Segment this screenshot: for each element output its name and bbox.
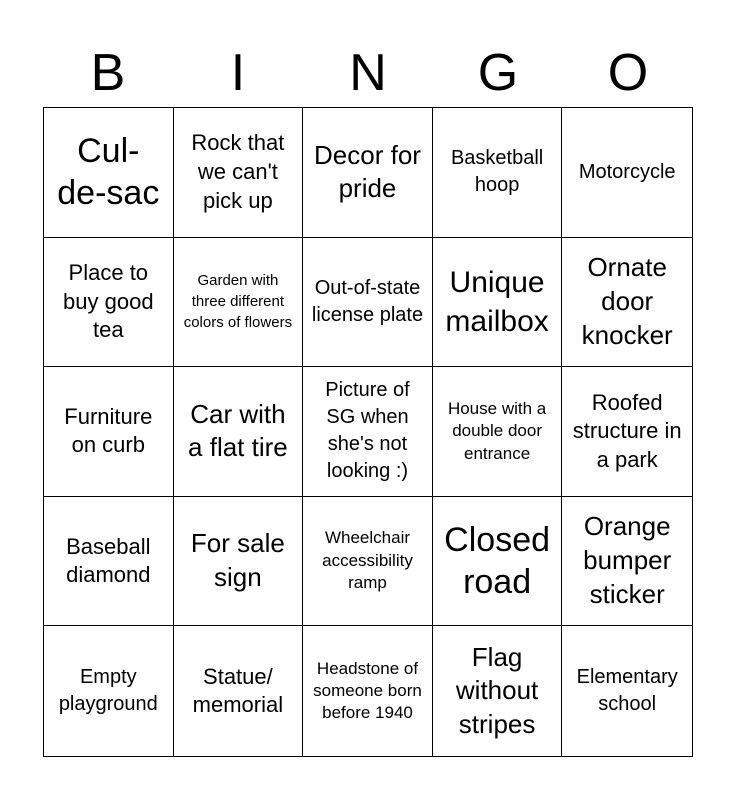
cell-text: Cul- de-sac xyxy=(57,131,160,213)
bingo-cell[interactable] xyxy=(433,497,563,627)
bingo-cell[interactable] xyxy=(174,497,304,627)
bingo-cell[interactable] xyxy=(44,497,174,627)
bingo-cell[interactable] xyxy=(562,626,692,756)
cell-text: Closed road xyxy=(444,520,551,602)
bingo-cell[interactable] xyxy=(433,367,563,497)
cell-text: Roofed structure in a park xyxy=(572,389,682,472)
cell-text: Out-of-state license plate xyxy=(311,276,424,326)
cell-text: Rock that we can't pick up xyxy=(191,130,285,213)
header-letter-b: B xyxy=(90,44,126,102)
header-letter-i: I xyxy=(230,44,246,102)
bingo-board xyxy=(43,107,693,757)
bingo-cell[interactable] xyxy=(303,238,433,368)
bingo-cell[interactable] xyxy=(303,626,433,756)
bingo-cell[interactable] xyxy=(303,108,433,238)
header-letter-g: G xyxy=(477,44,519,102)
cell-text: Unique mailbox xyxy=(445,265,549,338)
bingo-cell[interactable] xyxy=(44,238,174,368)
bingo-cell[interactable] xyxy=(303,367,433,497)
bingo-cell[interactable] xyxy=(174,367,304,497)
bingo-cell[interactable] xyxy=(433,238,563,368)
cell-text: Orange bumper sticker xyxy=(583,511,672,609)
cell-text: Ornate door knocker xyxy=(581,252,673,350)
cell-text: Car with a flat tire xyxy=(188,398,288,463)
cell-text: Headstone of someone born before 1940 xyxy=(313,658,422,723)
bingo-cell[interactable] xyxy=(562,367,692,497)
bingo-cell[interactable] xyxy=(44,108,174,238)
bingo-cell[interactable] xyxy=(562,108,692,238)
cell-text: Statue/ memorial xyxy=(192,663,284,718)
bingo-cell[interactable] xyxy=(174,626,304,756)
header-letter-o: O xyxy=(607,44,649,102)
cell-text: Empty playground xyxy=(58,666,158,716)
cell-text: Wheelchair accessibility ramp xyxy=(322,528,413,593)
cell-text: Baseball diamond xyxy=(66,533,151,588)
header-letter-n: N xyxy=(349,44,387,102)
cell-text: Basketball hoop xyxy=(450,147,544,197)
bingo-cell[interactable] xyxy=(44,626,174,756)
cell-text: For sale sign xyxy=(190,528,285,593)
bingo-cell[interactable] xyxy=(433,626,563,756)
bingo-cell[interactable] xyxy=(303,497,433,627)
cell-text: Picture of SG when she's not looking :) xyxy=(325,379,410,483)
bingo-cell[interactable] xyxy=(174,238,304,368)
bingo-cell[interactable] xyxy=(174,108,304,238)
cell-text: Furniture on curb xyxy=(64,403,153,458)
cell-text: House with a double door entrance xyxy=(447,398,547,463)
cell-text: Place to buy good tea xyxy=(63,260,154,343)
cell-text: Decor for pride xyxy=(314,139,421,204)
bingo-cell[interactable] xyxy=(562,497,692,627)
bingo-header xyxy=(43,40,693,106)
bingo-cell[interactable] xyxy=(562,238,692,368)
cell-text: Elementary school xyxy=(576,666,678,716)
cell-text: Flag without stripes xyxy=(455,641,539,740)
bingo-cell[interactable] xyxy=(44,367,174,497)
cell-text: Garden with three different colors of flowers xyxy=(183,272,293,332)
cell-text: Motorcycle xyxy=(578,160,676,183)
bingo-cell[interactable] xyxy=(433,108,563,238)
